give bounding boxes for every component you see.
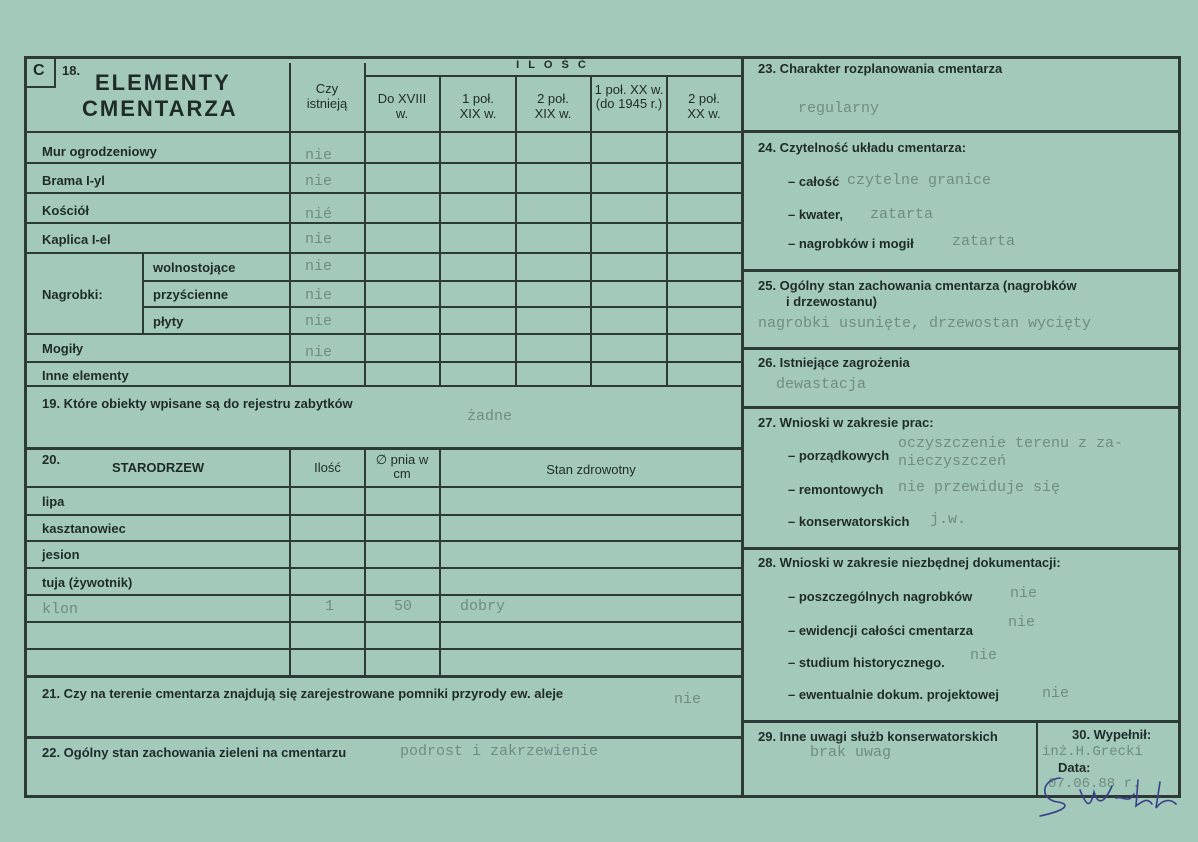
tree-col-line (364, 447, 366, 675)
section-divider (741, 130, 1181, 133)
row-line (24, 333, 741, 335)
tree-name: kasztanowiec (42, 521, 126, 536)
q22-value: podrost i zakrzewienie (400, 743, 599, 760)
tree-name: jesion (42, 547, 80, 562)
nagrobki-divider (142, 252, 144, 334)
section-number-18: 18. (62, 63, 81, 78)
tree-name: klon (42, 601, 79, 618)
col-line-2xx (666, 75, 668, 385)
q22-label: 22. Ogólny stan zachowania zieleni na cmentarzu (42, 745, 347, 760)
q26-value: dewastacja (776, 376, 867, 393)
col-header-2xix: 2 poł. XIX w. (534, 91, 572, 121)
q21-label: 21. Czy na terenie cmentarza znajdują się zarejestrowane pomniki przyrody ew. aleje (42, 686, 564, 701)
q21-value: nie (674, 691, 702, 708)
q24-calosc-label: – całość (788, 174, 840, 189)
q20-number: 20. (42, 452, 61, 467)
handwritten-signature (1020, 770, 1190, 820)
section-divider (24, 675, 741, 678)
row-line (24, 385, 741, 387)
tree-name: lipa (42, 494, 65, 509)
q30-date: 07.06.88 r. (1048, 776, 1141, 792)
row-line (24, 361, 741, 363)
row-line (24, 252, 741, 254)
col-header-xviii: Do XVIII w. (377, 91, 427, 121)
starodrzew-title: STARODRZEW (112, 460, 205, 475)
frame-left (24, 56, 27, 798)
row-line (142, 280, 741, 282)
section-divider (741, 269, 1181, 272)
col-header-1xx: 1 poł. XX w. (do 1945 r.) (594, 82, 664, 111)
nagrobki-label: Nagrobki: (42, 287, 103, 302)
q27-rem-value: nie przewiduje się (898, 479, 1061, 496)
q28-label: 28. Wnioski w zakresie niezbędnej dokumentacji: (758, 555, 1061, 570)
tree-ilosc: 1 (325, 598, 335, 615)
q19-value: żadne (467, 408, 513, 425)
tree-row-line (24, 567, 741, 569)
q24-label: 24. Czytelność układu cmentarza: (758, 140, 967, 155)
col-header-2xx: 2 poł. XX w. (687, 91, 721, 121)
tree-row-line (24, 621, 741, 623)
row-line (24, 162, 741, 164)
element-label: płyty (153, 314, 184, 329)
ilosc-underline (364, 75, 741, 77)
q28-a-label: – poszczególnych nagrobków (788, 589, 973, 604)
q28-c-label: – studium historycznego. (788, 655, 945, 670)
col-header-1xix: 1 poł. XIX w. (459, 91, 497, 121)
tree-row-line (24, 648, 741, 650)
tree-row-line (24, 486, 741, 488)
element-value: nie (305, 258, 333, 275)
q27-label: 27. Wnioski w zakresie prac: (758, 415, 934, 430)
q27-porz-value-2: nieczyszczeń (898, 453, 1007, 470)
q23-value: regularny (798, 100, 880, 117)
element-value: nie (305, 313, 333, 330)
frame-bottom (24, 795, 1181, 798)
element-label: przyścienne (153, 287, 229, 302)
q25-label-2: i drzewostanu) (786, 294, 878, 309)
element-value: nie (305, 173, 333, 190)
element-label: Mogiły (42, 341, 84, 356)
col-line-1xx (590, 75, 592, 385)
row-line (24, 222, 741, 224)
q28-d-label: – ewentualnie dokum. projektowej (788, 687, 999, 702)
q25-label-1: 25. Ogólny stan zachowania cmentarza (nagrobków (758, 278, 1077, 293)
q27-porz-value-1: oczyszczenie terenu z za- (898, 435, 1124, 452)
q28-a-value: nie (1010, 585, 1038, 602)
q24-calosc-value: czytelne granice (847, 172, 992, 189)
q28-d-value: nie (1042, 685, 1070, 702)
section-letter: C (33, 62, 45, 79)
tree-row-line (24, 540, 741, 542)
section-divider (741, 347, 1181, 350)
q27-kons-label: – konserwatorskich (788, 514, 910, 529)
q26-label: 26. Istniejące zagrożenia (758, 355, 910, 370)
header-bottom-line (24, 131, 741, 133)
q25-value: nagrobki usunięte, drzewostan wycięty (758, 315, 1092, 332)
q27-rem-label: – remontowych (788, 482, 884, 497)
q27-kons-value: j.w. (930, 511, 967, 528)
tree-name: tuja (żywotnik) (42, 575, 133, 590)
q23-label: 23. Charakter rozplanowania cmentarza (758, 61, 1003, 76)
q30-data-label: Data: (1058, 760, 1091, 775)
col-header-stan: Stan zdrowotny (546, 462, 636, 477)
q28-c-value: nie (970, 647, 998, 664)
col-header-ilosc-trees: Ilość (314, 460, 341, 475)
q19-label: 19. Które obiekty wpisane są do rejestru zabytków (42, 396, 353, 411)
row-line (24, 192, 741, 194)
q28-b-value: nie (1008, 614, 1036, 631)
q29-value: brak uwag (810, 744, 892, 761)
col-line-czy (289, 63, 291, 385)
section-divider (24, 447, 741, 450)
q24-kwater-label: – kwater, (788, 207, 843, 222)
frame-middle (741, 56, 744, 798)
q30-label: 30. Wypełnił: (1072, 727, 1152, 742)
element-label: wolnostojące (153, 260, 236, 275)
q24-nagrob-value: zatarta (952, 233, 1016, 250)
section-divider (741, 547, 1181, 550)
tree-pnia: 50 (394, 598, 413, 615)
tree-row-line (24, 594, 741, 596)
q24-nagrob-label: – nagrobków i mogił (788, 236, 914, 251)
element-label: Inne elementy (42, 368, 129, 383)
section-divider (741, 720, 1181, 723)
tree-col-line (289, 447, 291, 675)
tree-row-line (24, 514, 741, 516)
row-line (142, 306, 741, 308)
col-line-2xix (515, 75, 517, 385)
col-line-xviii (364, 63, 366, 385)
q30-name: inż.H.Grecki (1042, 744, 1143, 760)
q27-porz-label: – porządkowych (788, 448, 890, 463)
element-label: Kościół (42, 203, 89, 218)
title-line-2: CMENTARZA (82, 96, 238, 121)
tree-col-line (439, 447, 441, 675)
element-value: nie (305, 231, 333, 248)
element-value: nie (305, 287, 333, 304)
q24-kwater-value: zatarta (870, 206, 934, 223)
element-label: Mur ogrodzeniowy (42, 144, 157, 159)
title-line-1: ELEMENTY (95, 70, 231, 95)
q28-b-label: – ewidencji całości cmentarza (788, 623, 973, 638)
q29-label: 29. Inne uwagi służb konserwatorskich (758, 729, 998, 744)
section-divider (24, 736, 741, 739)
frame-right (1178, 56, 1181, 798)
element-label: Kaplica I-el (42, 232, 111, 247)
section-divider (741, 406, 1181, 409)
element-value: nie (305, 344, 333, 361)
element-value: nié (305, 206, 333, 223)
col-header-czy: Czy istnieją (306, 81, 348, 111)
col-header-ilosc: I L O Ś Ć (516, 59, 589, 71)
element-value: nie (305, 147, 333, 164)
element-label: Brama I-yl (42, 173, 105, 188)
col-line-1xix (439, 75, 441, 385)
tree-stan: dobry (460, 598, 506, 615)
col-header-pnia: ∅ pnia w cm (375, 452, 429, 481)
